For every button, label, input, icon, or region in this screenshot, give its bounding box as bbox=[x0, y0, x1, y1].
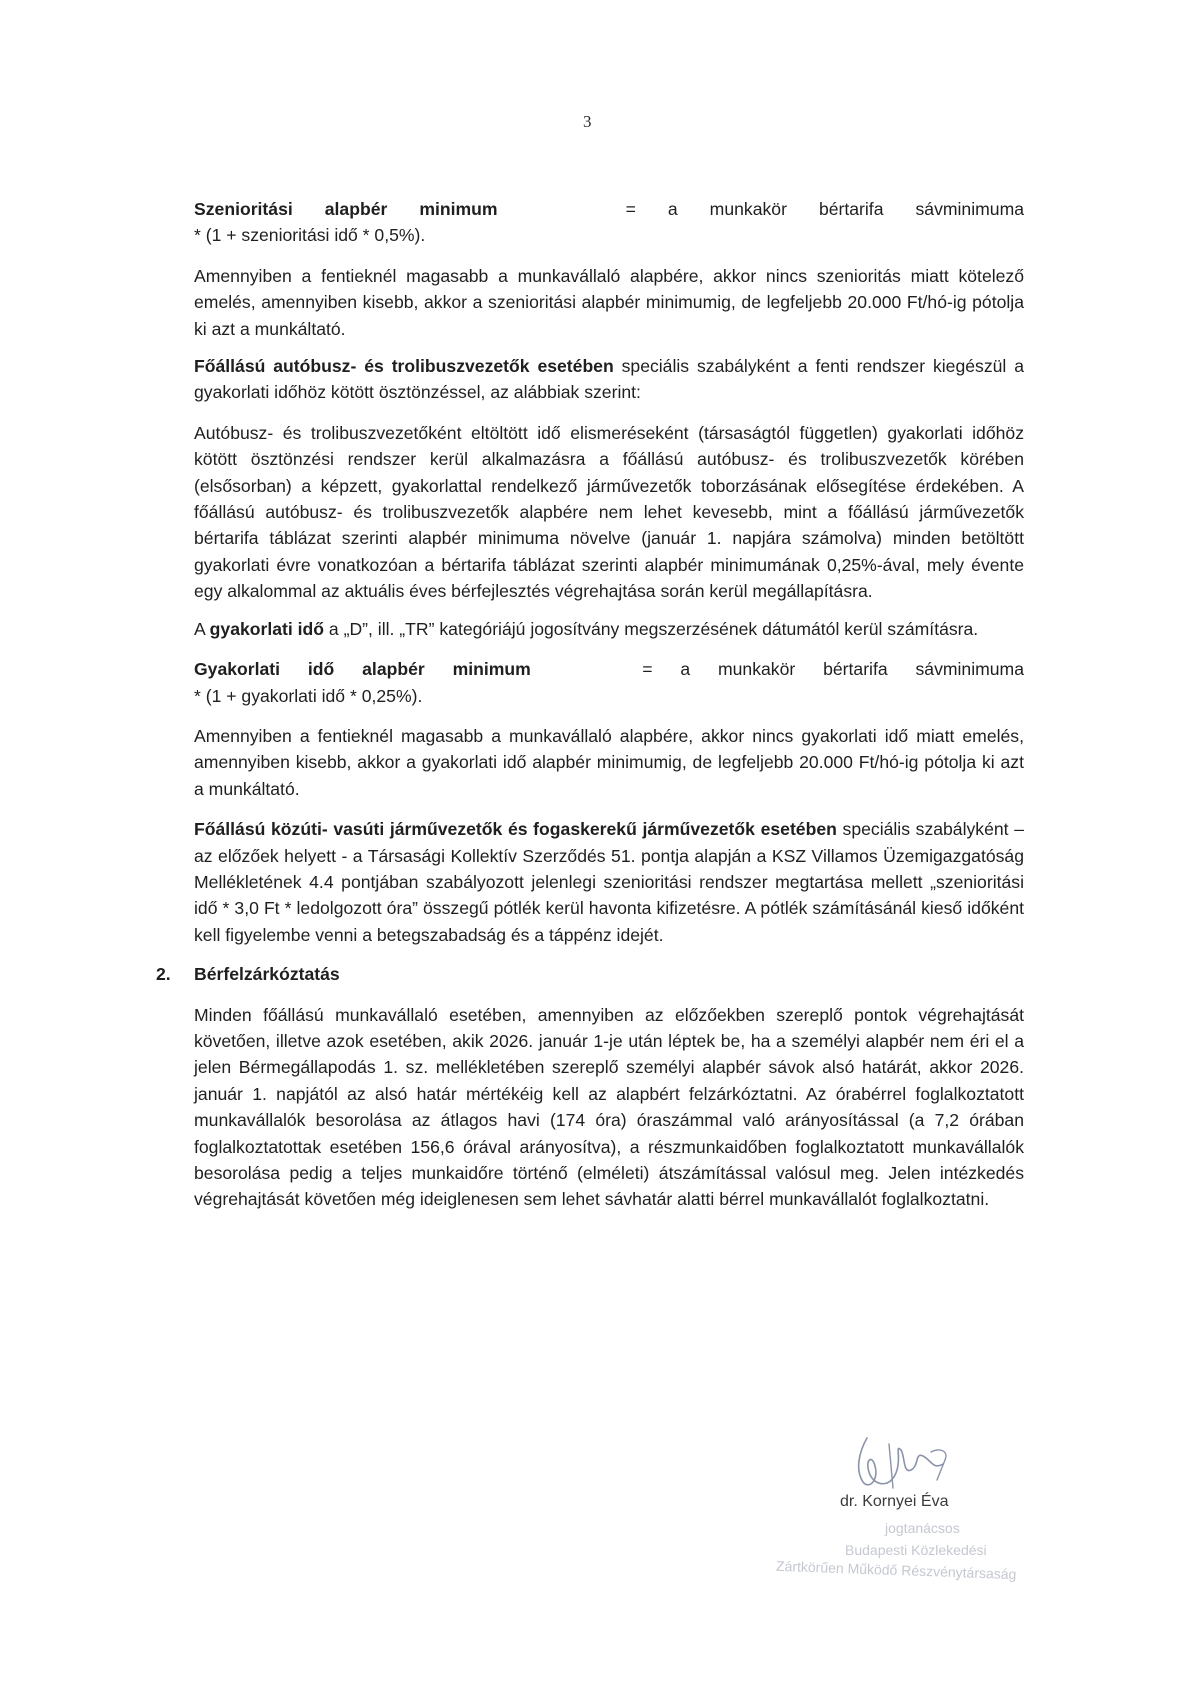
stamp-line: jogtanácsos bbox=[885, 1520, 960, 1536]
tram-drivers-paragraph bbox=[194, 816, 1024, 948]
signer-name: dr. Kornyei Éva bbox=[840, 1493, 949, 1510]
seniority-formula-continuation: * (1 + szenioritási idő * 0,5%). bbox=[194, 225, 426, 246]
signature-block bbox=[770, 1430, 1060, 1610]
bus-drivers-paragraph bbox=[194, 353, 1024, 406]
practice-limit-paragraph: Amennyiben a fentieknél magasabb a munkavállaló alapbére, akkor nincs gyakorlati idő miatt emelés, amennyiben kisebb, akkor a gyakorlati idő alapbér minimumig, de legfeljebb 20.000 Ft/hó-ig pótolja ki azt a munkáltató. bbox=[194, 725, 1024, 799]
practice-incentive-paragraph: Autóbusz- és trolibuszvezetőként eltöltött idő elismeréseként (társaságtól független) gyakorlati időhöz kötött ösztönzési rendszer kerül alkalmazásra a főállású autóbusz- és trolibuszvezetők körében (elsősorban) a képzett, gyakorlattal rendelkező járművezetők toborzásának elősegítése érdekében. A főállású autóbusz- és trolibuszvezetők alapbére nem lehet kevesebb, mint a főállású járművezetők bértarifa táblázat szerinti alapbér minimuma növelve (január 1. napjára számolva) minden betöltött gyakorlati évre vonatkozóan a bértarifa táblázat szerinti alapbér minimumának 0,25%-ával, mely évente egy alkalommal az aktuális éves bérfejlesztés végrehajtása során kerül megállapításra. bbox=[194, 422, 1024, 602]
document-body bbox=[156, 196, 1025, 1213]
section-2-title: Bérfelzárkóztatás bbox=[194, 964, 340, 985]
page-number: 3 bbox=[583, 112, 592, 131]
stamp-line: Zártkörűen Működő Részvénytársaság bbox=[775, 1557, 1017, 1583]
stamp-line: Budapesti Közlekedési bbox=[845, 1542, 987, 1558]
bus-drivers-text: speciális szabályként a fenti rendszer kiegészül a gyakorlati időhöz kötött ösztönzéssel, az alábbiak szerint: bbox=[194, 356, 1024, 403]
practice-time-term: gyakorlati idő bbox=[209, 618, 325, 639]
seniority-formula-term: Szenioritási alapbér minimum bbox=[194, 199, 498, 219]
tram-drivers-text: speciális szabályként – az előzőek helyett - a Társasági Kollektív Szerződés 51. pontja alapján a KSZ Villamos Üzemigazgatóság Mellékletének 4.4 pontjában szabályozott jelenlegi szenioritási rendszer megtartása mellett „szenioritási idő * 3,0 Ft * ledolgozott óra” összegű pótlék kerül havonta kifizetésre. A pótlék számításánál kieső időként kell figyelembe venni a betegszabadság és a táppénz idejét. bbox=[194, 819, 1024, 945]
practice-formula bbox=[194, 656, 1024, 682]
practice-formula-definition: = a munkakör bértarifa sávminimuma bbox=[642, 659, 1025, 680]
seniority-formula-definition: = a munkakör bértarifa sávminimuma bbox=[625, 199, 1025, 219]
practice-formula-continuation: * (1 + gyakorlati idő * 0,25%). bbox=[194, 685, 423, 706]
handwritten-signature bbox=[845, 1430, 985, 1500]
practice-time-text: a „D”, ill. „TR” kategóriájú jogosítvány megszerzésének dátumától kerül számításra. bbox=[324, 618, 979, 639]
practice-time-prefix: A bbox=[194, 618, 210, 639]
tram-drivers-heading: Főállású közúti- vasúti járművezetők és fogaskerekű járművezetők esetében bbox=[194, 819, 837, 840]
section-2-number: 2. bbox=[156, 964, 171, 985]
section-2-body: Minden főállású munkavállaló esetében, amennyiben az előzőekben szereplő pontok végrehajtását követően, illetve azok esetében, akik 2026. január 1-je után léptek be, ha a személyi alapbér nem éri el a jelen Bérmegállapodás 1. sz. mellékletében szereplő személyi alapbér sávok alsó határát, akkor 2026. január 1. napjától az alsó határ mértékéig kell az alapbért felzárkóztatni. Az órabérrel foglalkoztatott munkavállalók besorolása az átlagos havi (174 óra) óraszámmal való arányosítással (a 7,2 órában foglalkoztatottak esetében 156,6 órával arányosítva), a részmunkaidőben foglalkoztatott munkavállalók besorolása pedig a teljes munkaidőre történő (elméleti) átszámítással valósul meg. Jelen intézkedés végrehajtását követően még ideiglenesen sem lehet sávhatár alatti bérrel munkavállalót foglalkoztatni. bbox=[194, 1004, 1024, 1210]
section-2 bbox=[156, 961, 1024, 1213]
practice-formula-term: Gyakorlati idő alapbér minimum bbox=[194, 659, 531, 680]
practice-time-paragraph bbox=[194, 616, 1024, 642]
seniority-formula bbox=[194, 196, 1024, 222]
seniority-paragraph: Amennyiben a fentieknél magasabb a munkavállaló alapbére, akkor nincs szenioritás miatt kötelező emelés, amennyiben kisebb, akkor a szenioritási alapbér minimumig, de legfeljebb 20.000 Ft/hó-ig pótolja ki azt a munkáltató. bbox=[194, 265, 1024, 339]
bus-drivers-heading: Főállású autóbusz- és trolibuszvezetők esetében bbox=[194, 356, 614, 377]
